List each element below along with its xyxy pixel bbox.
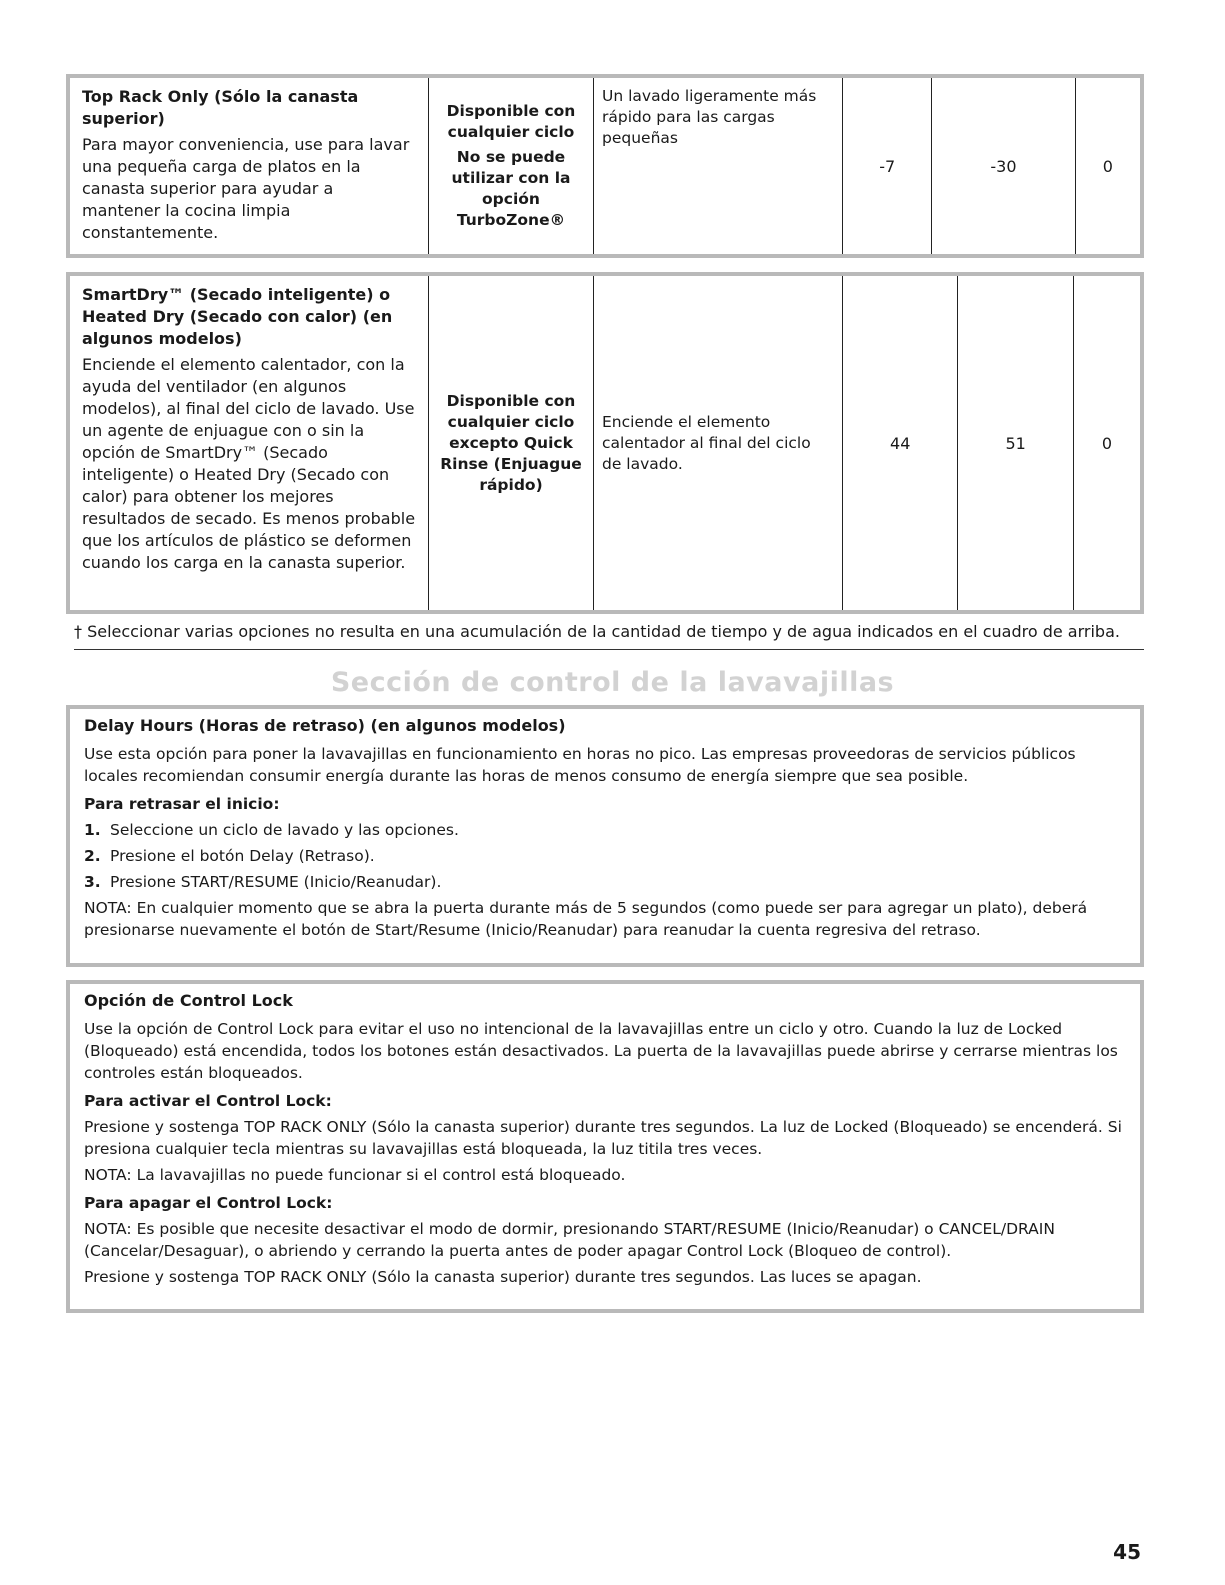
option-title: Top Rack Only (Sólo la canasta superior) bbox=[82, 87, 359, 128]
note-label: NOTA: bbox=[84, 899, 132, 917]
option-title: SmartDry™ (Secado inteligente) o Heated Dry (Secado con calor) (en algunos modelos) bbox=[82, 285, 393, 348]
value-cell-1: -7 bbox=[843, 76, 932, 256]
options-table-smartdry bbox=[66, 272, 1144, 614]
lock-off-subheading: Para apagar el Control Lock: bbox=[84, 1194, 333, 1212]
benefit-cell: Un lavado ligeramente más rápido para las cargas pequeñas bbox=[594, 76, 843, 256]
section-title: Sección de control de la lavavajillas bbox=[330, 667, 895, 698]
value-cell-3: 0 bbox=[1075, 76, 1142, 256]
benefit-cell: Enciende el elemento calentador al final del ciclo de lavado. bbox=[594, 274, 843, 612]
delay-heading: Delay Hours (Horas de retraso) (en algunos modelos) bbox=[84, 716, 566, 735]
table-footnote: † Seleccionar varias opciones no resulta en una acumulación de la cantidad de tiempo y de agua indicados en el cuadro de arriba. bbox=[74, 622, 1144, 650]
note-label: NOTA: bbox=[84, 1166, 132, 1184]
step-number: 1. bbox=[84, 821, 101, 839]
option-cell bbox=[68, 274, 429, 612]
value-cell-2: -30 bbox=[932, 76, 1075, 256]
list-item bbox=[84, 845, 1126, 867]
table-row bbox=[68, 274, 1142, 612]
options-table-top-rack bbox=[66, 74, 1144, 258]
step-text: Presione START/RESUME (Inicio/Reanudar). bbox=[110, 873, 442, 891]
lock-on-text: Presione y sostenga TOP RACK ONLY (Sólo la canasta superior) durante tres segundos. La luz de Locked (Bloqueado) se encenderá. Si presiona cualquier tecla mientras su lavavajillas está bloqueada, la luz titila tres veces. bbox=[84, 1118, 1122, 1158]
step-number: 2. bbox=[84, 847, 101, 865]
option-description: Enciende el elemento calentador, con la ayuda del ventilador (en algunos modelos), al final del ciclo de lavado. Use un agente de enjuague con o sin la opción de SmartDry™ (Secado inteligente) o Heated Dry (Secado con calor) para obtener los mejores resultados de secado. Es menos probable que los artículos de plástico se deformen cuando los carga en la canasta superior. bbox=[82, 355, 416, 572]
delay-hours-box bbox=[66, 705, 1144, 967]
availability-cell bbox=[429, 76, 594, 256]
value-cell-1: 44 bbox=[843, 274, 958, 612]
value-cell-3: 0 bbox=[1073, 274, 1142, 612]
page-number: 45 bbox=[1113, 1540, 1141, 1564]
delay-intro: Use esta opción para poner la lavavajillas en funcionamiento en horas no pico. Las empresas proveedoras de servicios públicos locales recomiendan consumir energía durante las horas de menos consumo de energía siempre que sea posible. bbox=[84, 745, 1076, 785]
delay-note bbox=[84, 897, 1126, 941]
lock-note-1 bbox=[84, 1164, 1126, 1186]
lock-heading: Opción de Control Lock bbox=[84, 991, 293, 1010]
lock-intro: Use la opción de Control Lock para evitar el uso no intencional de la lavavajillas entre un ciclo y otro. Cuando la luz de Locked (Bloqueado) está encendida, todos los botones están desactivados. La puerta de la lavavajillas puede abrirse y cerrarse mientras los controles están bloqueados. bbox=[84, 1020, 1118, 1082]
option-cell bbox=[68, 76, 429, 256]
lock-off-text: Presione y sostenga TOP RACK ONLY (Sólo la canasta superior) durante tres segundos. Las luces se apagan. bbox=[84, 1268, 922, 1286]
note-text: La lavavajillas no puede funcionar si el control está bloqueado. bbox=[136, 1166, 626, 1184]
table-row bbox=[68, 76, 1142, 256]
step-number: 3. bbox=[84, 873, 101, 891]
note-label: NOTA: bbox=[84, 1220, 132, 1238]
delay-subheading: Para retrasar el inicio: bbox=[84, 795, 280, 813]
availability-text: Disponible con cualquier ciclo bbox=[446, 102, 576, 141]
list-item bbox=[84, 871, 1126, 893]
control-lock-box bbox=[66, 980, 1144, 1313]
note-text: Es posible que necesite desactivar el modo de dormir, presionando START/RESUME (Inicio/Reanudar) o CANCEL/DRAIN (Cancelar/Desaguar), o abriendo y cerrando la puerta antes de poder apagar Control Lock (Bloqueo de control). bbox=[84, 1220, 1055, 1260]
availability-restriction: No se puede utilizar con la opción TurboZone® bbox=[451, 148, 571, 229]
step-text: Seleccione un ciclo de lavado y las opciones. bbox=[110, 821, 459, 839]
option-description: Para mayor conveniencia, use para lavar una pequeña carga de platos en la canasta superior para ayudar a mantener la cocina limpia constantemente. bbox=[82, 135, 410, 242]
lock-on-subheading: Para activar el Control Lock: bbox=[84, 1092, 332, 1110]
list-item bbox=[84, 819, 1126, 841]
value-cell-2: 51 bbox=[958, 274, 1073, 612]
availability-cell: Disponible con cualquier ciclo excepto Quick Rinse (Enjuague rápido) bbox=[429, 274, 594, 612]
note-text: En cualquier momento que se abra la puerta durante más de 5 segundos (como puede ser para agregar un plato), deberá presionarse nuevamente el botón de Start/Resume (Inicio/Reanudar) para reanudar la cuenta regresiva del retraso. bbox=[84, 899, 1088, 939]
step-text: Presione el botón Delay (Retraso). bbox=[110, 847, 375, 865]
lock-note-2 bbox=[84, 1218, 1126, 1262]
